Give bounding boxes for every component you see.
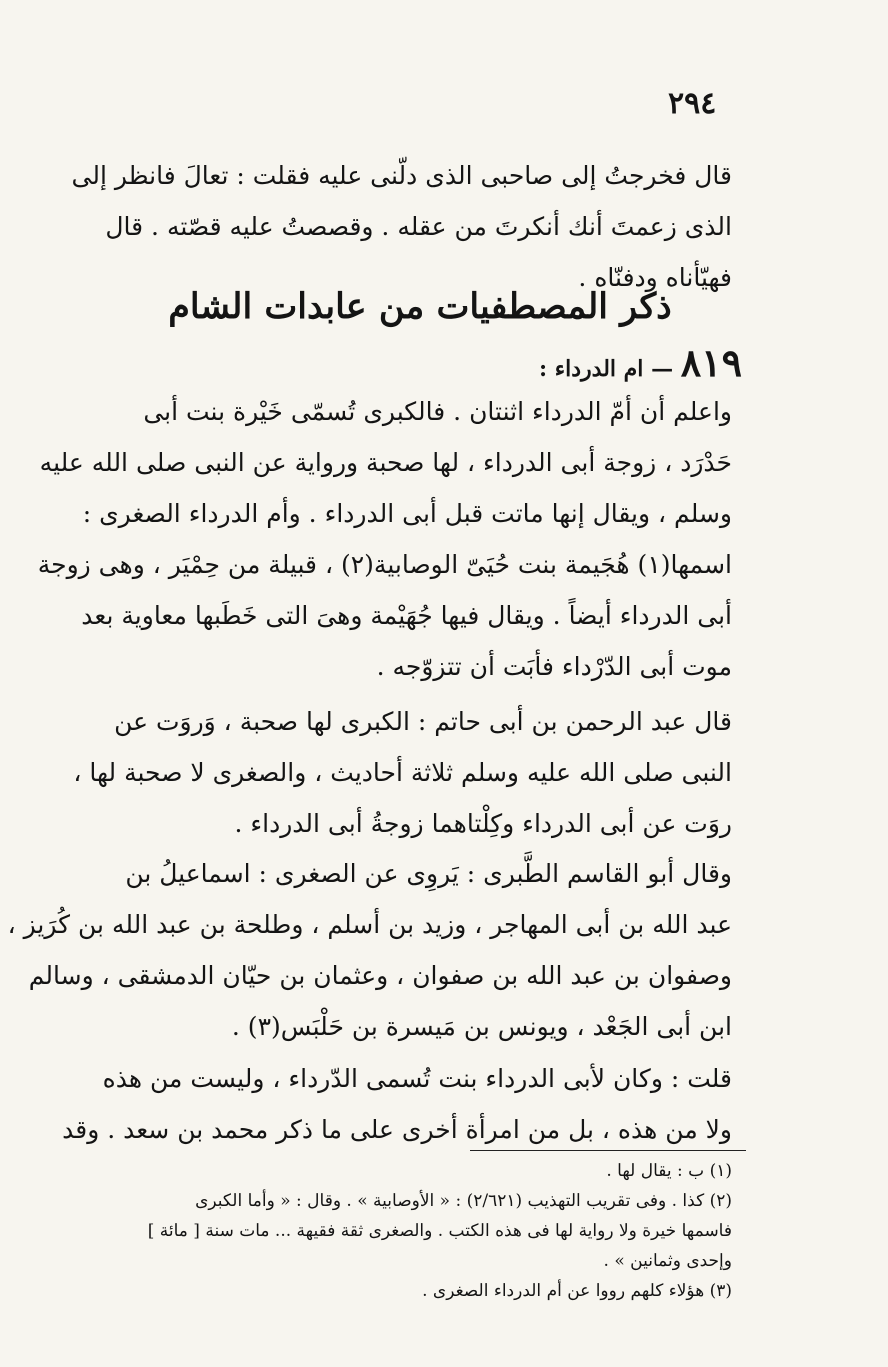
entry-dash: — (651, 356, 674, 382)
intro-paragraph (71, 150, 732, 303)
text-line: وصفوان بن عبد الله بن صفوان ، وعثمان بن حيّان الدمشقى ، وسالم (28, 961, 732, 990)
text-line: ابن أبى الجَعْد ، ويونس بن مَيسرة بن حَلْبَس(٣) . (231, 1012, 732, 1041)
section-heading: ذكر المصطفيات من عابدات الشام (168, 286, 672, 327)
text-line: أبى الدرداء أيضاً . ويقال فيها جُهَيْمة وهىَ التى خَطَبها معاوية بعد (81, 601, 732, 630)
text-line: واعلم أن أمّ الدرداء اثنتان . فالكبرى تُسمّى خَيْرة بنت أبى (143, 397, 732, 426)
footnote-line: (١) ب : يقال لها . (606, 1161, 732, 1181)
page-number: ٢٩٤ (668, 86, 717, 121)
text-line: ولا من هذه ، بل من امرأة أخرى على ما ذكر محمد بن سعد . وقد (62, 1115, 732, 1144)
text-line: الذى زعمتَ أنك أنكرتَ من عقله . وقصصتُ عليه قصّته . قال (105, 212, 732, 241)
entry-name: ام الدرداء : (539, 356, 644, 382)
text-line: وسلم ، ويقال إنها ماتت قبل أبى الدرداء . وأم الدرداء الصغرى : (82, 499, 732, 528)
text-line: النبى صلى الله عليه وسلم ثلاثة أحاديث ، والصغرى لا صحبة لها ، (73, 758, 732, 787)
text-line: روَت عن أبى الدرداء وكِلْتاهما زوجةُ أبى الدرداء . (234, 809, 732, 838)
footnote-line: فاسمها خيرة ولا رواية لها فى هذه الكتب . والصغرى ثقة فقيهة ... مات سنة [ مائة ] (147, 1221, 732, 1241)
text-line: قال عبد الرحمن بن أبى حاتم : الكبرى لها صحبة ، وَروَت عن (114, 707, 732, 736)
footnote-line: وإحدى وثمانين » . (603, 1251, 732, 1271)
footnote-line: (٣) هؤلاء كلهم رووا عن أم الدرداء الصغرى . (422, 1281, 732, 1301)
footnotes (82, 1156, 732, 1306)
text-line: عبد الله بن أبى المهاجر ، وزيد بن أسلم ، وطلحة بن عبد الله بن كُرَيز ، (7, 910, 732, 939)
footnote-line: (٢) كذا . وفى تقريب التهذيب (٢/٦٢١) : « الأوصابية » . وقال : « وأما الكبرى (195, 1191, 732, 1211)
paragraph-umm-darda (37, 386, 732, 692)
footnote-separator (470, 1150, 746, 1151)
text-line: وقال أبو القاسم الطَّبرى : يَروِى عن الصغرى : اسماعيلُ بن (125, 859, 732, 888)
entry-title (539, 340, 742, 385)
text-line: قال فخرجتُ إلى صاحبى الذى دلّنى عليه فقلت : تعالَ فانظر إلى (71, 161, 732, 190)
text-line: اسمها(١) هُجَيمة بنت حُيَىّ الوصابية(٢) ، قبيلة من حِمْيَر ، وهى زوجة (37, 550, 732, 579)
text-line: حَدْرَد ، زوجة أبى الدرداء ، لها صحبة ورواية عن النبى صلى الله عليه (39, 448, 732, 477)
text-line: قلت : وكان لأبى الدرداء بنت تُسمى الدّرداء ، وليست من هذه (102, 1064, 732, 1093)
paragraph-qultu (62, 1053, 732, 1155)
paragraph-tabari (7, 848, 732, 1052)
paragraph-ibn-abi-hatim (73, 696, 732, 849)
entry-number: ٨١٩ (680, 340, 742, 385)
text-line: موت أبى الدّرْداء فأبَت أن تتزوّجه . (376, 652, 732, 681)
text-line: فهيّأناه ودفنّاه . (578, 263, 732, 292)
